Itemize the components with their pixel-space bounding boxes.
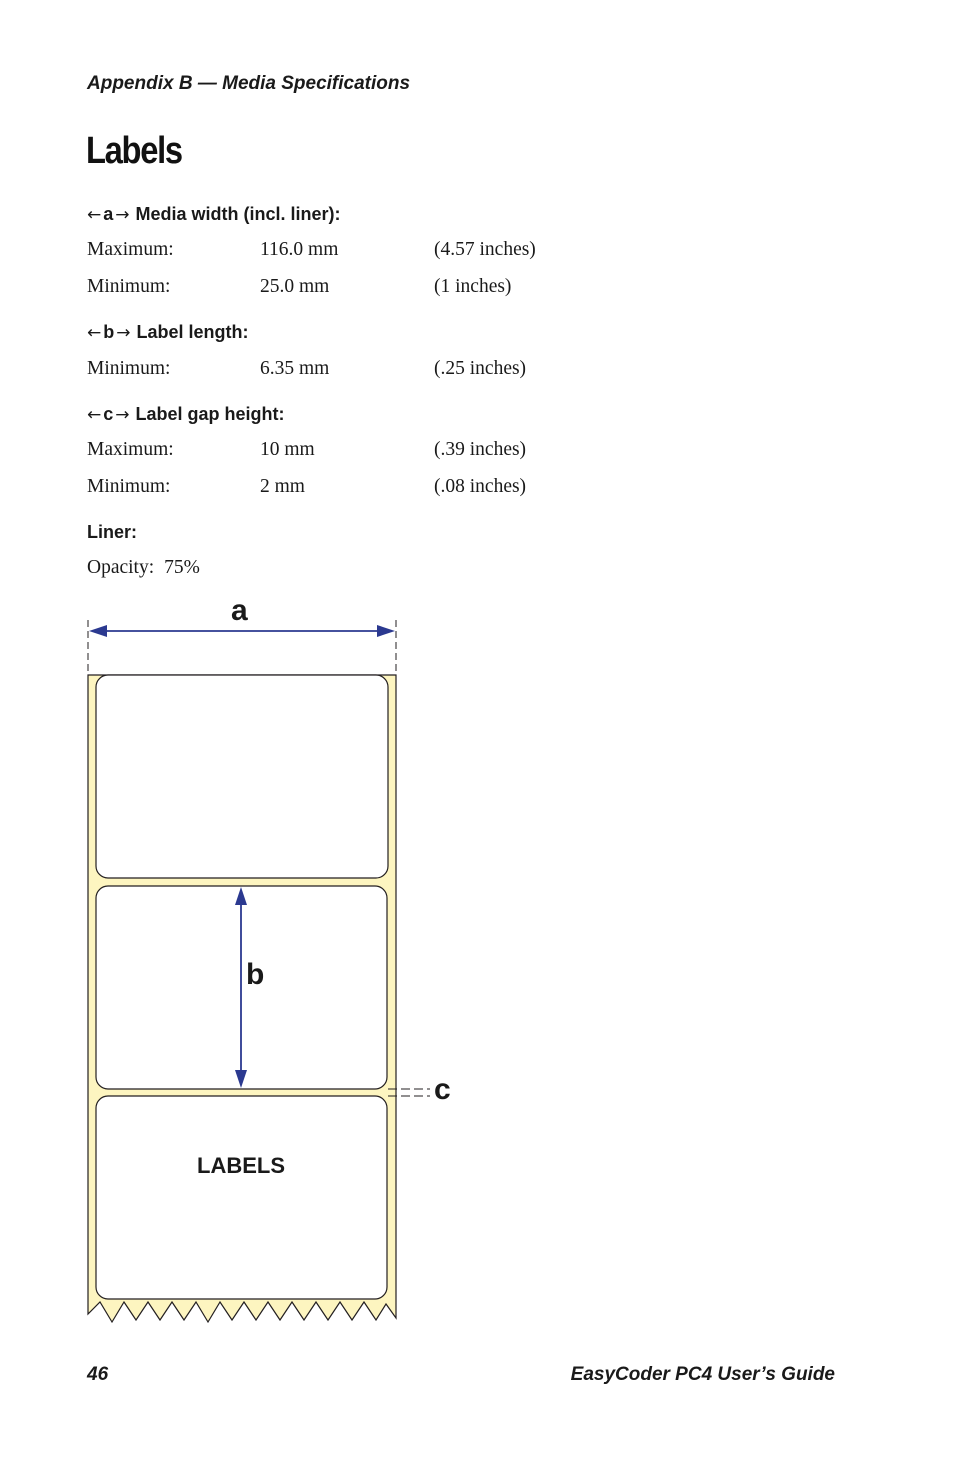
spec-heading-text: Label gap height: — [135, 404, 285, 424]
left-arrow-icon: ← — [87, 205, 102, 225]
spec-heading-text: Media width (incl. liner): — [135, 204, 341, 224]
spec-row-label: Maximum: — [87, 239, 174, 260]
liner-heading: Liner: — [87, 522, 138, 542]
spec-row-label: Minimum: — [87, 476, 171, 497]
dimension-a-arrowhead-left — [89, 625, 107, 637]
right-arrow-icon: → — [115, 205, 130, 225]
footer-guide-title: EasyCoder PC4 User’s Guide — [570, 1364, 835, 1385]
spec-row-imperial: (4.57 inches) — [434, 239, 536, 260]
spec-letter: a — [103, 204, 114, 224]
spec-letter: b — [103, 322, 115, 342]
dimension-c-letter: c — [434, 1073, 451, 1106]
label-3 — [96, 1096, 387, 1299]
label-1 — [96, 675, 388, 878]
left-arrow-icon: ← — [87, 405, 102, 425]
spec-heading-text: Label length: — [136, 322, 249, 342]
spec-row-metric: 2 mm — [260, 476, 305, 497]
page-title: Labels — [86, 130, 182, 172]
labels-caption: LABELS — [197, 1153, 285, 1178]
spec-row-metric: 6.35 mm — [260, 358, 330, 379]
spec-row-imperial: (.08 inches) — [434, 476, 527, 497]
spec-row-label: Minimum: — [87, 276, 171, 297]
spec-row-imperial: (.25 inches) — [434, 358, 527, 379]
spec-letter: c — [103, 404, 114, 424]
dimension-a-letter: a — [231, 594, 248, 627]
spec-row-imperial: (.39 inches) — [434, 439, 527, 460]
dimension-b-letter: b — [246, 958, 265, 991]
footer-page-number: 46 — [87, 1364, 109, 1385]
opacity-value: 75% — [164, 557, 200, 578]
opacity-label: Opacity: — [87, 557, 155, 578]
spec-row-metric: 116.0 mm — [260, 239, 339, 260]
spec-row-label: Minimum: — [87, 358, 171, 379]
left-arrow-icon: ← — [87, 323, 102, 343]
spec-row-imperial: (1 inches) — [434, 276, 512, 297]
right-arrow-icon: → — [115, 405, 130, 425]
spec-row-metric: 25.0 mm — [260, 276, 330, 297]
spec-row-label: Maximum: — [87, 439, 174, 460]
dimension-a-arrowhead-right — [377, 625, 395, 637]
spec-row-metric: 10 mm — [260, 439, 315, 460]
running-header: Appendix B — Media Specifications — [87, 73, 411, 94]
right-arrow-icon: → — [116, 323, 131, 343]
